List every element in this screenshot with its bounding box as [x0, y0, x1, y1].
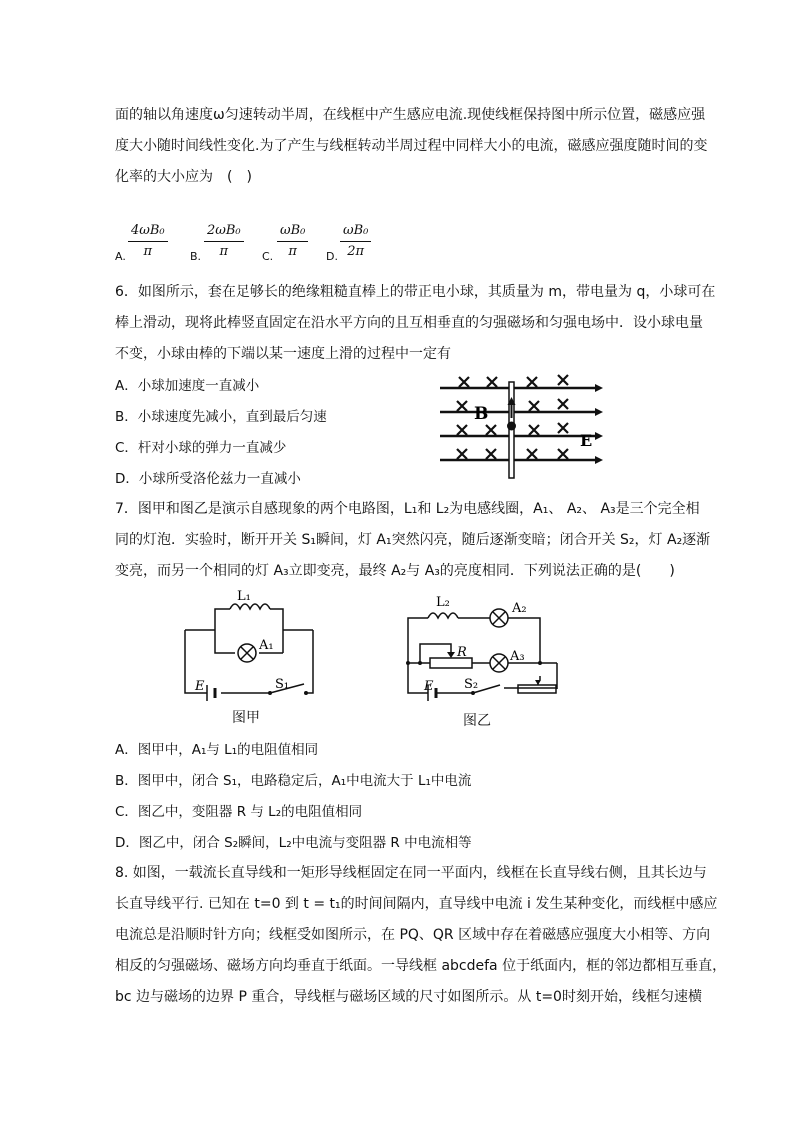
field-label-e: E — [580, 431, 593, 450]
q6-line-3: 不变，小球由棒的下端以某一速度上滑的过程中一定有 — [115, 346, 451, 362]
q6-option-d: D．小球所受洛伦兹力一直减小 — [115, 471, 301, 487]
q7-option-b: B．图甲中，闭合 S₁，电路稳定后，A₁中电流大于 L₁中电流 — [115, 773, 472, 789]
switch-label-s1: S₁ — [275, 677, 290, 692]
denominator: 2π — [347, 244, 365, 259]
q8-line-2: 长直导线平行. 已知在 t=0 到 t = t₁的时间间隔内，直导线中电流 i 发生某种变化，而线框中感应 — [115, 896, 718, 912]
q6-option-a: A．小球加速度一直减小 — [115, 378, 260, 394]
lamp-label-a1: A₁ — [259, 638, 274, 653]
q7-option-c: C．图乙中，变阻器 R 与 L₂的电阻值相同 — [115, 804, 363, 820]
q7-line-2: 同的灯泡．实验时，断开开关 S₁瞬间，灯 A₁突然闪亮，随后逐渐变暗；闭合开关 S₂，灯 A₂逐渐 — [115, 532, 711, 548]
switch-label-s2: S₂ — [464, 677, 479, 692]
q8-line-5: bc 边与磁场的边界 P 重合，导线框与磁场区域的尺寸如图所示。从 t=0时刻开始，线框匀速横 — [115, 989, 702, 1005]
lamp-label-a3: A₃ — [510, 649, 525, 664]
circuit-figure-jia — [175, 588, 325, 703]
numerator: ωB₀ — [277, 221, 308, 242]
circuit-figure-yi — [400, 588, 570, 703]
figure-caption-yi: 图乙 — [463, 713, 491, 729]
battery-label-e: E — [424, 679, 434, 694]
q5-option-d-fraction — [340, 221, 371, 262]
numerator: 4ωB₀ — [128, 221, 168, 242]
q6-line-2: 棒上滑动，现将此棒竖直固定在沿水平方向的且互相垂直的匀强磁场和匀强电场中．设小球电量 — [115, 315, 703, 331]
intro-line-3: 化率的大小应为 ( ) — [115, 169, 252, 185]
denominator: π — [219, 244, 229, 259]
q6-line-1: 6．如图所示，套在足够长的绝缘粗糙直棒上的带正电小球，其质量为 m，带电量为 q，小球可在 — [115, 284, 716, 300]
inductor-label-l2: L₂ — [436, 595, 450, 610]
numerator: 2ωB₀ — [204, 221, 244, 242]
figure-caption-jia: 图甲 — [232, 710, 260, 726]
lamp-label-a2: A₂ — [512, 601, 527, 616]
q7-line-3: 变亮，而另一个相同的灯 A₃立即变亮，最终 A₂与 A₃的亮度相同．下列说法正确的是( ) — [115, 563, 675, 579]
q5-option-b-fraction — [204, 221, 244, 262]
q5-option-d-label: D. — [326, 250, 338, 263]
q7-option-d: D．图乙中，闭合 S₂瞬间，L₂中电流与变阻器 R 中电流相等 — [115, 835, 472, 851]
q5-option-c-fraction — [277, 221, 308, 262]
field-label-b: B — [474, 404, 489, 424]
q6-field-figure — [440, 370, 610, 480]
q8-line-3: 电流总是沿顺时针方向；线框受如图所示，在 PQ、QR 区域中存在着磁感应强度大小相等、方向 — [115, 927, 711, 943]
denominator: π — [143, 244, 153, 259]
resistor-label-r: R — [457, 645, 467, 660]
denominator: π — [288, 244, 297, 259]
q8-line-1: 8. 如图，一载流长直导线和一矩形导线框固定在同一平面内，线框在长直导线右侧，且其长边与 — [115, 865, 707, 881]
q5-option-a-label: A. — [115, 250, 126, 263]
q6-option-b: B．小球速度先减小，直到最后匀速 — [115, 409, 327, 425]
q5-option-b-label: B. — [190, 250, 202, 263]
q6-option-c: C．杆对小球的弹力一直减少 — [115, 440, 287, 456]
inductor-label-l1: L₁ — [237, 589, 251, 604]
q8-line-4: 相反的匀强磁场、磁场方向均垂直于纸面。一导线框 abcdefa 位于纸面内，框的邻边都相互垂直， — [115, 958, 727, 974]
q7-line-1: 7．图甲和图乙是演示自感现象的两个电路图，L₁和 L₂为电感线圈，A₁、 A₂、 A₃是三个完全相 — [115, 501, 700, 517]
charged-ball — [507, 422, 516, 431]
intro-line-1: 面的轴以角速度ω匀速转动半周，在线框中产生感应电流.现使线框保持图中所示位置，磁感应强 — [115, 107, 706, 123]
battery-label-e: E — [195, 679, 205, 694]
q5-option-c-label: C. — [262, 250, 274, 263]
intro-line-2: 度大小随时间线性变化.为了产生与线框转动半周过程中同样大小的电流，磁感应强度随时间的变 — [115, 138, 708, 154]
q5-option-a-fraction — [128, 221, 168, 262]
q7-option-a: A．图甲中，A₁与 L₁的电阻值相同 — [115, 742, 319, 758]
numerator: ωB₀ — [340, 221, 371, 242]
